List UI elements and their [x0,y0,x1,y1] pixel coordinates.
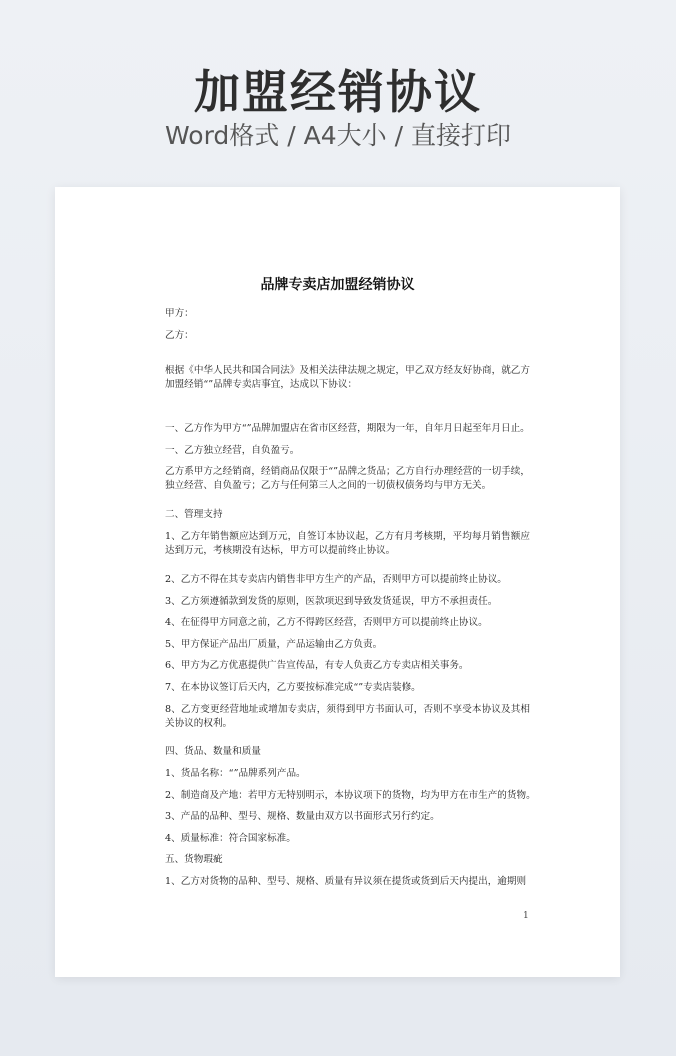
section-1-heading: 一、乙方作为甲方“”品牌加盟店在省市区经营，期限为一年，自年月日起至年月日止。 [165,423,530,434]
section-2-item-2: 2、乙方不得在其专卖店内销售非甲方生产的产品，否则甲方可以提前终止协议。 [165,574,507,585]
section-2-item-6: 6、甲方为乙方优惠提供广告宣传品，有专人负责乙方专卖店相关事务。 [165,660,469,671]
section-2-item-3: 3、乙方须遵循款到发货的原则，医款项迟到导致发货延误，甲方不承担责任。 [165,596,498,607]
section-2-item-7: 7、在本协议签订后天内，乙方要按标准完成“”专卖店装修。 [165,682,421,693]
section-4-item-1: 1、货品名称：“”品牌系列产品。 [165,768,306,779]
section-2-item-1: 1、乙方年销售额应达到万元，自签订本协议起，乙方有月考核期，平均每月销售额应达到万元，考核期没有达标，甲方可以提前终止协议。 [165,531,530,556]
document-title: 品牌专卖店加盟经销协议 [260,277,415,293]
section-5-heading: 五、货物瑕疵 [165,854,223,865]
document-page [55,187,620,977]
preamble-paragraph: 根据《中华人民共和国合同法》及相关法律法规之规定，甲乙双方经友好协商，就乙方加盟经销“”品牌专卖店事宜，达成以下协议： [165,365,530,390]
section-2-item-8: 8、乙方变更经营地址或增加专卖店，须得到甲方书面认可，否则不享受本协议及其相关协议的权利。 [165,704,530,729]
page-number: 1 [523,911,529,921]
section-4-item-3: 3、产品的品种、型号、规格、数量由双方以书面形式另行约定。 [165,811,440,822]
section-1c-paragraph: 乙方系甲方之经销商，经销商品仅限于“”品牌之货品；乙方自行办理经营的一切手续，独立经营、自负盈亏；乙方与任何第三人之间的一切债权债务均与甲方无关。 [165,466,530,491]
hero-subtitle: Word格式 / A4大小 / 直接打印 [165,121,511,150]
section-2-heading: 二、管理支持 [165,509,223,520]
section-1b-heading: 一、乙方独立经营，自负盈亏。 [165,445,300,456]
section-2-item-4: 4、在征得甲方同意之前，乙方不得跨区经营，否则甲方可以提前终止协议。 [165,617,488,628]
section-5-item-1: 1、乙方对货物的品种、型号、规格、质量有异议须在提货或货到后天内提出，逾期则 [165,876,527,887]
section-2-item-5: 5、甲方保证产品出厂质量，产品运输由乙方负责。 [165,639,383,650]
hero-title: 加盟经销协议 [194,65,482,119]
section-4-item-4: 4、质量标准：符合国家标准。 [165,833,296,844]
section-4-heading: 四、货品、数量和质量 [165,746,261,757]
party-b-line: 乙方： [165,330,194,341]
section-4-item-2: 2、制造商及产地：若甲方无特别明示，本协议项下的货物，均为甲方在市生产的货物。 [165,790,536,801]
party-a-line: 甲方： [165,308,194,319]
